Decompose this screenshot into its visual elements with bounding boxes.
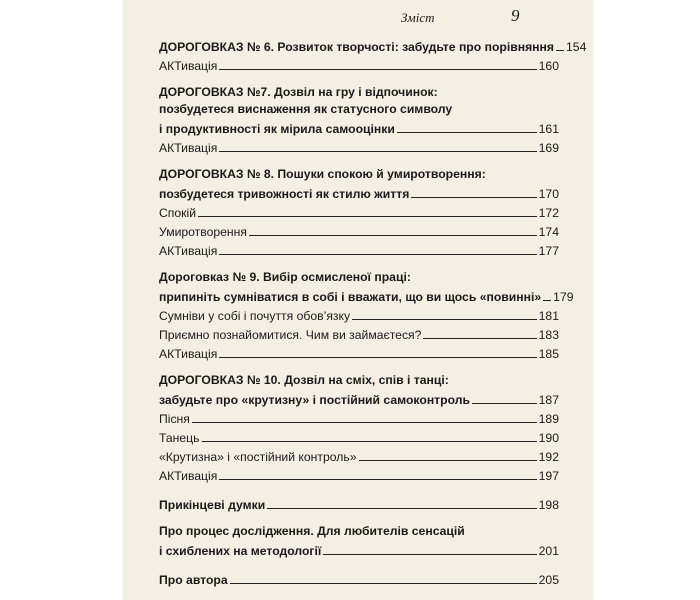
toc-page-number: 169 <box>538 141 559 155</box>
toc-entry[interactable] <box>159 408 559 427</box>
dot-leader <box>411 197 536 198</box>
toc-page-number: 172 <box>538 206 559 220</box>
toc-section <box>159 523 559 559</box>
toc-entry-text: АКТивація <box>159 347 218 361</box>
toc-entry[interactable] <box>159 324 559 343</box>
dot-leader <box>230 583 537 584</box>
toc-entry-text: забудьте про «крутизну» і постійний самоконтроль <box>159 393 470 407</box>
toc-heading-line[interactable] <box>159 569 559 588</box>
toc-entry-text: Умиротворення <box>159 225 247 239</box>
dot-leader <box>543 300 551 301</box>
dot-leader <box>192 422 537 423</box>
toc-page-number: 201 <box>538 544 559 558</box>
toc-heading-line: Про процес дослідження. Для любителів сенсацій <box>159 524 465 538</box>
toc-heading-line[interactable] <box>159 286 574 305</box>
toc-heading-line[interactable] <box>159 540 559 559</box>
toc-heading-line: ДОРОГОВКАЗ № 10. Дозвіл на сміх, спів і танці: <box>159 373 449 387</box>
toc-section <box>159 269 574 362</box>
dot-leader <box>198 216 537 217</box>
toc-entry-text: АКТивація <box>159 141 218 155</box>
toc-page-number: 205 <box>538 573 559 587</box>
toc-section <box>159 166 559 259</box>
header-page-number: 9 <box>511 6 520 25</box>
toc-heading-line[interactable] <box>159 36 587 55</box>
toc-heading-line: позбудетеся виснаження як статусного символу <box>159 102 453 116</box>
toc-heading-line[interactable] <box>159 494 559 513</box>
toc-page-number: 179 <box>553 290 574 304</box>
dot-leader <box>472 403 537 404</box>
toc-page-number: 189 <box>538 412 559 426</box>
toc-page-number: 161 <box>538 122 559 136</box>
toc-heading-line[interactable] <box>159 183 559 202</box>
toc-page-number: 160 <box>538 59 559 73</box>
dot-leader <box>219 151 536 152</box>
toc-entry-text: Сумніви у собі і почуття обов’язку <box>159 309 351 323</box>
toc-heading-line: ДОРОГОВКАЗ № 8. Пошуки спокою й умиротворення: <box>159 167 486 181</box>
toc-entry[interactable] <box>159 446 559 465</box>
dot-leader <box>323 554 536 555</box>
toc-entry[interactable] <box>159 305 559 324</box>
toc-entry-text: Прикінцеві думки <box>159 498 266 512</box>
toc-page-number: 177 <box>538 244 559 258</box>
toc-page-number: 197 <box>538 469 559 483</box>
toc-entry-text: припиніть сумніватися в собі і вважати, що ви щось «повинні» <box>159 290 542 304</box>
toc-entry-text: АКТивація <box>159 469 218 483</box>
dot-leader <box>219 357 536 358</box>
toc-entry[interactable] <box>159 465 559 484</box>
book-page <box>123 0 593 600</box>
toc-entry-text: Приємно познайомитися. Чим ви займаєтеся? <box>159 328 422 342</box>
toc-page-number: 185 <box>538 347 559 361</box>
toc-heading-line[interactable] <box>159 118 559 137</box>
toc-entry-text: Про автора <box>159 573 228 587</box>
toc-page-number: 174 <box>538 225 559 239</box>
toc-entry[interactable] <box>159 240 559 259</box>
toc-entry-text: ДОРОГОВКАЗ № 6. Розвиток творчості: забудьте про порівняння <box>159 40 555 54</box>
dot-leader <box>202 441 537 442</box>
toc-page-number: 154 <box>566 40 587 54</box>
toc-entry[interactable] <box>159 343 559 362</box>
dot-leader <box>267 508 536 509</box>
toc-entry-text: АКТивація <box>159 244 218 258</box>
toc-section <box>159 494 559 513</box>
toc-section <box>159 372 559 484</box>
toc-heading-line[interactable] <box>159 389 559 408</box>
dot-leader <box>556 50 564 51</box>
dot-leader <box>249 235 537 236</box>
toc-page-number: 192 <box>538 450 559 464</box>
toc-entry-text: «Крутизна» і «постійний контроль» <box>159 450 357 464</box>
header-title: Зміст <box>401 10 435 25</box>
toc-page-number: 198 <box>538 498 559 512</box>
toc-heading-line: Дороговказ № 9. Вибір осмисленої праці: <box>159 270 411 284</box>
toc-page-number: 190 <box>538 431 559 445</box>
toc-section <box>159 569 559 588</box>
table-of-contents <box>159 36 587 598</box>
toc-entry[interactable] <box>159 55 559 74</box>
running-header <box>123 6 593 30</box>
toc-page-number: 187 <box>538 393 559 407</box>
toc-entry-text: і схиблених на методології <box>159 544 322 558</box>
toc-page-number: 170 <box>538 187 559 201</box>
toc-page-number: 183 <box>538 328 559 342</box>
dot-leader <box>219 69 536 70</box>
toc-entry[interactable] <box>159 202 559 221</box>
toc-entry[interactable] <box>159 221 559 240</box>
toc-entry-text: Спокій <box>159 206 197 220</box>
toc-entry[interactable] <box>159 427 559 446</box>
dot-leader <box>397 132 537 133</box>
toc-page-number: 181 <box>538 309 559 323</box>
dot-leader <box>219 254 536 255</box>
dot-leader <box>352 319 537 320</box>
toc-entry-text: Пісня <box>159 412 190 426</box>
toc-entry-text: і продуктивності як мірила самооцінки <box>159 122 395 136</box>
dot-leader <box>359 460 537 461</box>
dot-leader <box>423 338 536 339</box>
toc-section <box>159 84 559 156</box>
toc-heading-line: ДОРОГОВКАЗ №7. Дозвіл на гру і відпочинок: <box>159 85 438 99</box>
toc-entry-text: АКТивація <box>159 59 218 73</box>
toc-entry-text: позбудетеся тривожності як стилю життя <box>159 187 410 201</box>
toc-section <box>159 36 587 74</box>
toc-entry-text: Танець <box>159 431 200 445</box>
dot-leader <box>219 479 536 480</box>
toc-entry[interactable] <box>159 137 559 156</box>
